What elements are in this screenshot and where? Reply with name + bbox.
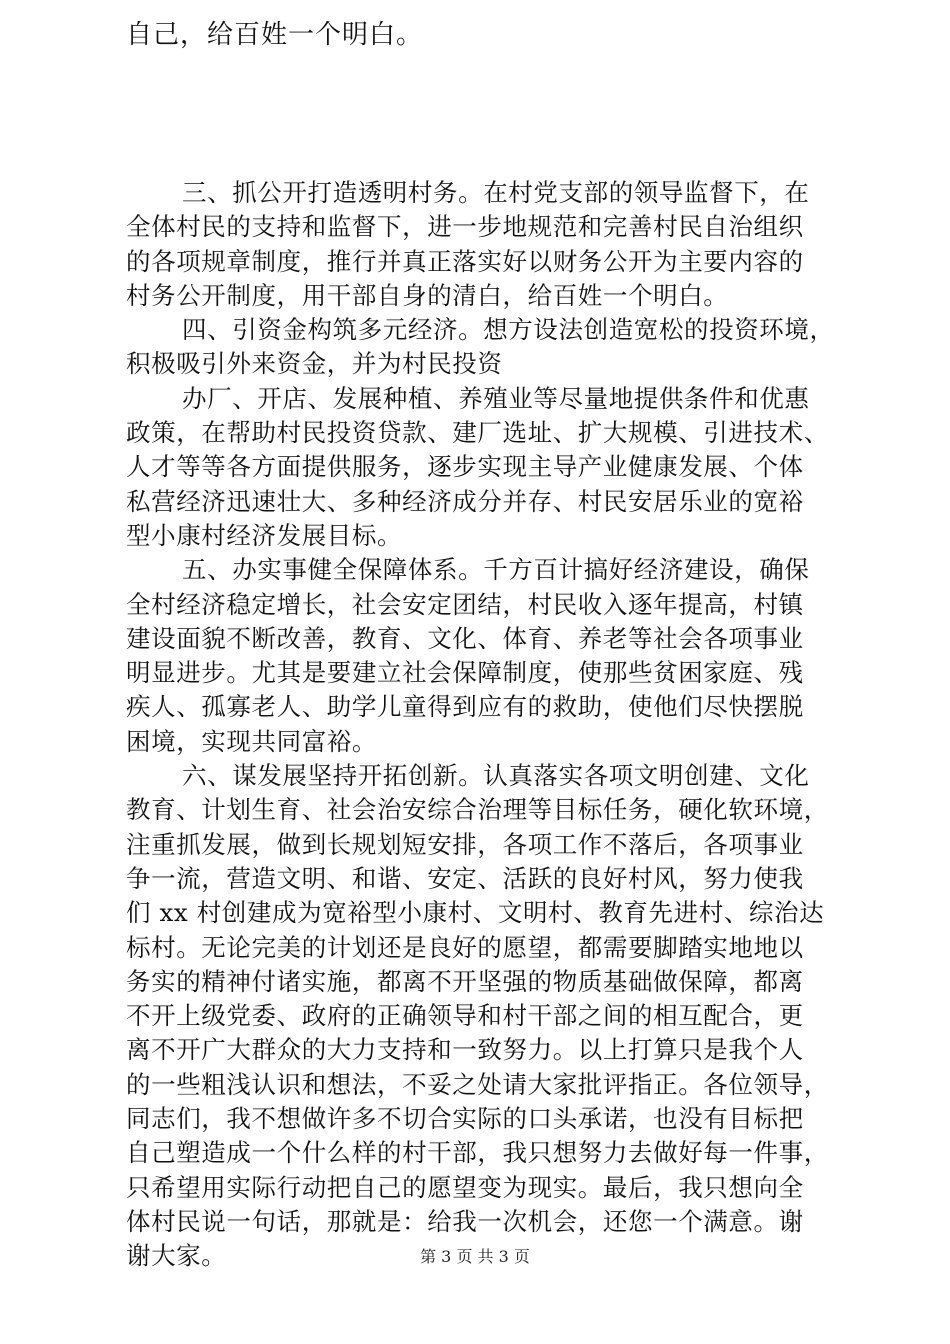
text-line: 们 xx 村创建成为宽裕型小康村、文明村、教育先进村、综治达 [126, 898, 825, 928]
text-line: 争一流，营造文明、和谐、安定、活跃的良好村风，努力使我 [126, 863, 804, 893]
header-text-line: 自己，给百姓一个明白。 [126, 20, 424, 50]
text-line: 标村。无论完美的计划还是良好的愿望，都需要脚踏实地地以 [126, 932, 804, 962]
paragraph-first-line: 三、抓公开打造透明村务。在村党支部的领导监督下，在 [182, 178, 810, 207]
text-line: 注重抓发展，做到长规划短安排，各项工作不落后，各项事业 [126, 829, 804, 859]
text-line: 全村经济稳定增长，社会安定团结，村民收入逐年提高，村镇 [126, 589, 804, 619]
text-line: 同志们，我不想做许多不切合实际的口头承诺，也没有目标把 [126, 1104, 804, 1134]
text-line: 离不开广大群众的大力支持和一致努力。以上打算只是我个人 [126, 1035, 804, 1065]
text-line: 的各项规章制度，推行并真正落实好以财务公开为主要内容的 [126, 246, 804, 276]
text-line: 务实的精神付诸实施，都离不开坚强的物质基础做保障，都离 [126, 966, 804, 996]
paragraph-first-line: 办厂、开店、发展种植、养殖业等尽量地提供条件和优惠 [182, 383, 810, 413]
text-line: 困境，实现共同富裕。 [126, 726, 377, 756]
paragraph-first-line: 四、引资金构筑多元经济。想方设法创造宽松的投资环境， [182, 315, 835, 345]
text-line: 人才等等各方面提供服务，逐步实现主导产业健康发展、个体 [126, 452, 804, 482]
text-line: 的一些粗浅认识和想法，不妥之处请大家批评指正。各位领导， [126, 1069, 829, 1099]
text-line: 村务公开制度，用干部自身的清白，给百姓一个明白。 [126, 280, 729, 310]
text-line: 教育、计划生育、社会治安综合治理等目标任务，硬化软环境， [126, 795, 829, 825]
text-line: 建设面貌不断改善，教育、文化、体育、养老等社会各项事业 [126, 623, 804, 653]
text-line: 积极吸引外来资金，并为村民投资 [126, 349, 503, 379]
text-line: 体村民说一句话，那就是：给我一次机会，还您一个满意。谢 [126, 1206, 804, 1236]
text-line: 全体村民的支持和监督下，进一步地规范和完善村民自治组织 [126, 212, 804, 242]
text-line: 私营经济迅速壮大、多种经济成分并存、村民安居乐业的宽裕 [126, 486, 804, 516]
text-line: 不开上级党委、政府的正确领导和村干部之间的相互配合，更 [126, 1001, 804, 1031]
paragraph-first-line: 五、办实事健全保障体系。千方百计搞好经济建设，确保 [182, 555, 810, 585]
text-line: 疾人、孤寡老人、助学儿童得到应有的救助，使他们尽快摆脱 [126, 692, 804, 722]
text-line: 政策，在帮助村民投资贷款、建厂选址、扩大规模、引进技术、 [126, 418, 829, 448]
text-line: 谢大家。 [126, 1241, 227, 1271]
paragraph-first-line: 六、谋发展坚持开拓创新。认真落实各项文明创建、文化 [182, 761, 810, 791]
text-line: 型小康村经济发展目标。 [126, 520, 403, 550]
page-footer: 第 3 页 共 3 页 [420, 1247, 530, 1266]
document-body [126, 176, 838, 1274]
text-line: 只希望用实际行动把自己的愿望变为现实。最后，我只想向全 [126, 1172, 804, 1202]
text-line: 自己塑造成一个什么样的村干部，我只想努力去做好每一件事， [126, 1138, 829, 1168]
text-line: 明显进步。尤其是要建立社会保障制度，使那些贫困家庭、残 [126, 658, 804, 688]
